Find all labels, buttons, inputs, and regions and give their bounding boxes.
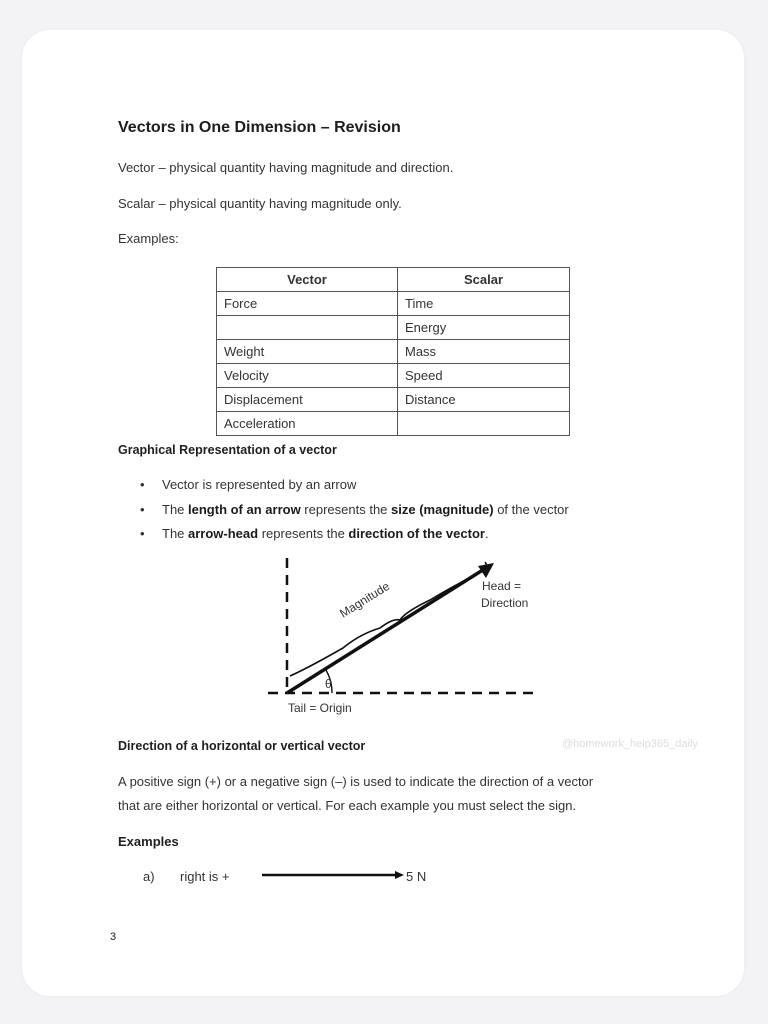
scalar-definition: Scalar – physical quantity having magnitude only. — [118, 196, 402, 211]
head-label-line2: Direction — [481, 596, 529, 610]
examples-heading: Examples — [118, 834, 179, 849]
table-cell: Time — [398, 292, 570, 316]
examples-label: Examples: — [118, 231, 179, 246]
bullet-bold: direction of the vector — [348, 526, 485, 541]
example-a-label: a) — [143, 869, 155, 884]
magnitude-brace — [290, 562, 486, 676]
list-item — [140, 499, 569, 524]
table-row — [217, 292, 570, 316]
magnitude-label: Magnitude — [337, 578, 393, 621]
table-cell: Displacement — [217, 388, 398, 412]
bullet-bold: arrow-head — [188, 526, 259, 541]
table-cell: Energy — [398, 316, 570, 340]
list-item — [140, 523, 569, 548]
table-row — [217, 316, 570, 340]
bullet-text: The — [162, 501, 189, 517]
example-a-arrow — [262, 868, 407, 882]
bullet-bold: size (magnitude) — [391, 501, 494, 517]
tail-label: Tail = Origin — [288, 701, 352, 715]
bullet-text: represents the — [258, 526, 349, 541]
vector-definition: Vector – physical quantity having magnitude and direction. — [118, 160, 454, 175]
table-cell: Weight — [217, 340, 398, 364]
table-row — [217, 364, 570, 388]
bullet-text: Vector is represented by an arrow — [162, 477, 357, 492]
direction-paragraph-line2: that are either horizontal or vertical. For each example you must select the sign. — [118, 798, 577, 813]
arrow-right-icon — [395, 871, 404, 879]
table-cell: Distance — [398, 388, 570, 412]
table-cell — [217, 316, 398, 340]
vector-diagram — [250, 550, 550, 720]
page-number: 3 — [110, 931, 117, 943]
direction-paragraph-line1: A positive sign (+) or a negative sign (–) is used to indicate the direction of a vector — [118, 774, 594, 789]
example-a-text: right is + — [180, 869, 230, 884]
list-item — [140, 474, 569, 499]
table-header-vector: Vector — [217, 268, 398, 292]
vector-scalar-table — [216, 267, 570, 436]
table-row — [217, 412, 570, 436]
table-cell — [398, 412, 570, 436]
theta-label: θ — [325, 677, 332, 691]
table-cell: Speed — [398, 364, 570, 388]
table-cell: Velocity — [217, 364, 398, 388]
page-title: Vectors in One Dimension – Revision — [118, 119, 401, 136]
table-row — [217, 340, 570, 364]
bullet-text: of the vector — [493, 501, 569, 517]
head-label-line1: Head = — [482, 579, 522, 593]
bullet-text: represents the — [300, 501, 392, 517]
bullet-list — [140, 474, 569, 548]
bullet-text: . — [484, 526, 489, 541]
table-cell: Force — [217, 292, 398, 316]
bullet-text: The — [162, 526, 189, 541]
table-header-scalar: Scalar — [398, 268, 570, 292]
direction-heading: Direction of a horizontal or vertical vector — [118, 739, 366, 753]
graphical-heading: Graphical Representation of a vector — [118, 443, 337, 457]
bullet-bold: length of an arrow — [188, 501, 301, 517]
example-a-value: 5 N — [406, 869, 427, 884]
table-row — [217, 388, 570, 412]
table-cell: Acceleration — [217, 412, 398, 436]
watermark: @homework_help365_daily — [562, 738, 698, 750]
table-cell: Mass — [398, 340, 570, 364]
